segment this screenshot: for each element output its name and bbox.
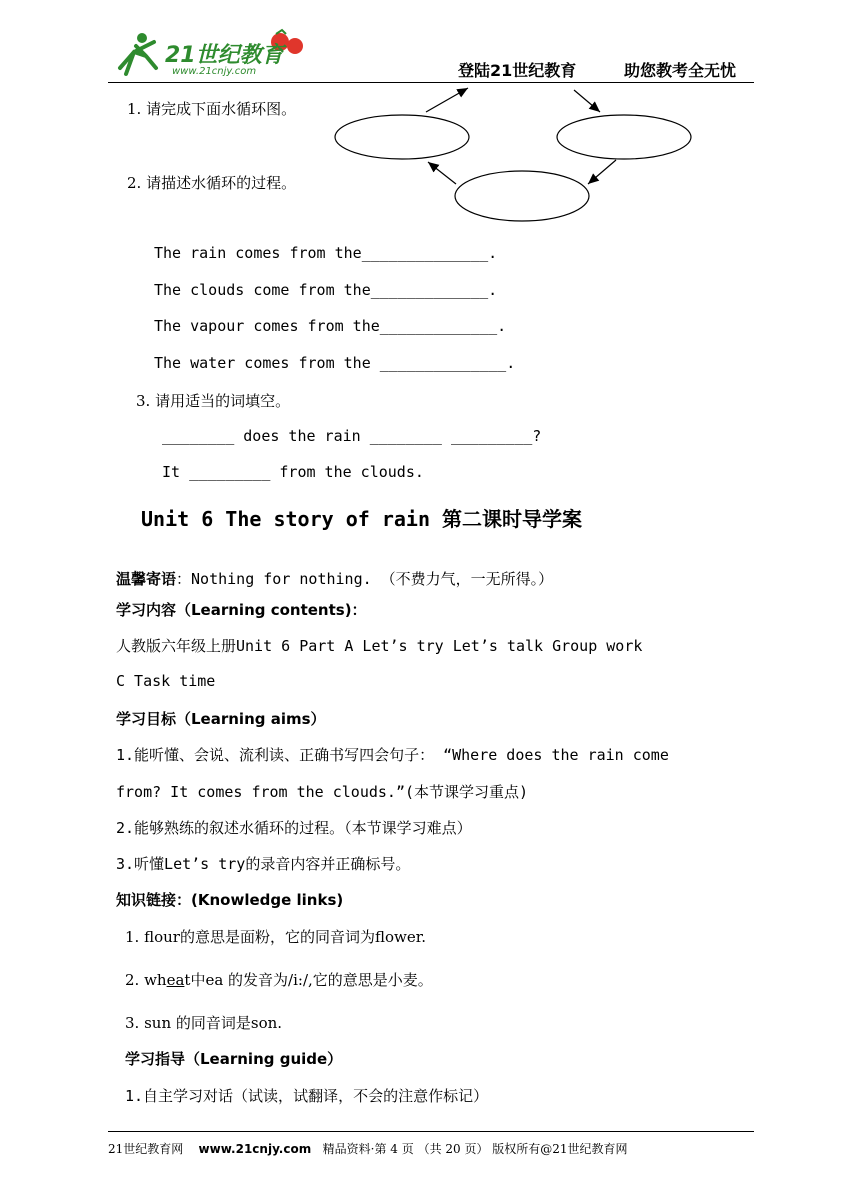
footer-info: 精品资料·第 4 页 （共 20 页） 版权所有@21世纪教育网 [322, 1142, 628, 1156]
arrow-up-icon [426, 88, 468, 112]
footer-url[interactable]: www.21cnjy.com [198, 1142, 312, 1156]
footer [108, 1140, 628, 1157]
arrow-up-left-icon [428, 162, 456, 184]
links-item-2 [125, 969, 433, 990]
page-title: Unit 6 The story of rain 第二课时导学案 [141, 507, 583, 531]
cycle-ellipse-right [557, 115, 691, 159]
guide-item-1: 1.自主学习对话（试读，试翻译，不会的注意作标记） [125, 1087, 489, 1105]
links-item-3: 3. sun 的同音词是son. [125, 1014, 283, 1032]
section-heading-guide: 学习指导（Learning guide） [125, 1050, 343, 1068]
motto-text: ：Nothing for nothing. （不费力气，一无所得。） [176, 570, 554, 588]
exercise-line: The vapour comes from the_____________. [154, 317, 507, 335]
aims-item: 3.听懂Let’s try的录音内容并正确标号。 [116, 855, 411, 873]
logo-url: www.21cnjy.com [172, 66, 257, 77]
exercise-line: The water comes from the ______________. [154, 354, 516, 372]
contents-line-2: C Task time [116, 672, 216, 690]
question-1: 1. 请完成下面水循环图。 [127, 100, 297, 118]
motto-label: 温馨寄语 [116, 570, 177, 588]
cycle-ellipse-left [335, 115, 469, 159]
logo-text: 21世纪教育 [165, 43, 284, 68]
section-heading-aims: 学习目标（Learning aims） [116, 710, 326, 728]
exercise-line: The rain comes from the______________. [154, 244, 498, 262]
fill-blank-2: It _________ from the clouds. [162, 463, 424, 481]
aims-item: 2.能够熟练的叙述水循环的过程。（本节课学习难点） [116, 819, 472, 837]
fill-blank-1: ________ does the rain ________ _________? [162, 427, 542, 445]
footer-site: 21世纪教育网 [108, 1142, 184, 1156]
question-2: 2. 请描述水循环的过程。 [127, 174, 297, 192]
links-item-2-underlined: ea [166, 971, 185, 989]
footer-rule [108, 1131, 754, 1132]
slogan-right: 助您教考全无忧 [624, 61, 737, 80]
water-cycle-diagram [320, 80, 700, 230]
slogan-left: 登陆21世纪教育 [458, 61, 577, 80]
links-item-2-pre: 2. wh [125, 971, 167, 989]
arrow-down-left-icon [588, 160, 616, 184]
section-heading-contents: 学习内容（Learning contents)： [116, 601, 367, 619]
section-heading-links: 知识链接：(Knowledge links) [116, 891, 344, 909]
links-item-2-post: t中ea 的发音为/i:/,它的意思是小麦。 [184, 971, 433, 989]
arrow-down-right-icon [574, 90, 600, 112]
contents-line-1: 人教版六年级上册Unit 6 Part A Let’s try Let’s talk Group work [116, 637, 643, 655]
aims-item: 1.能听懂、会说、流利读、正确书写四会句子： “Where does the rain come [116, 746, 669, 764]
cycle-ellipse-bottom [455, 171, 589, 221]
exercise-line: The clouds come from the_____________. [154, 281, 498, 299]
question-3: 3. 请用适当的词填空。 [136, 392, 291, 410]
links-item-1: 1. flour的意思是面粉，它的同音词为flower. [125, 928, 426, 946]
motto [116, 568, 553, 589]
aims-item: from? It comes from the clouds.”(本节课学习重点) [116, 783, 529, 801]
